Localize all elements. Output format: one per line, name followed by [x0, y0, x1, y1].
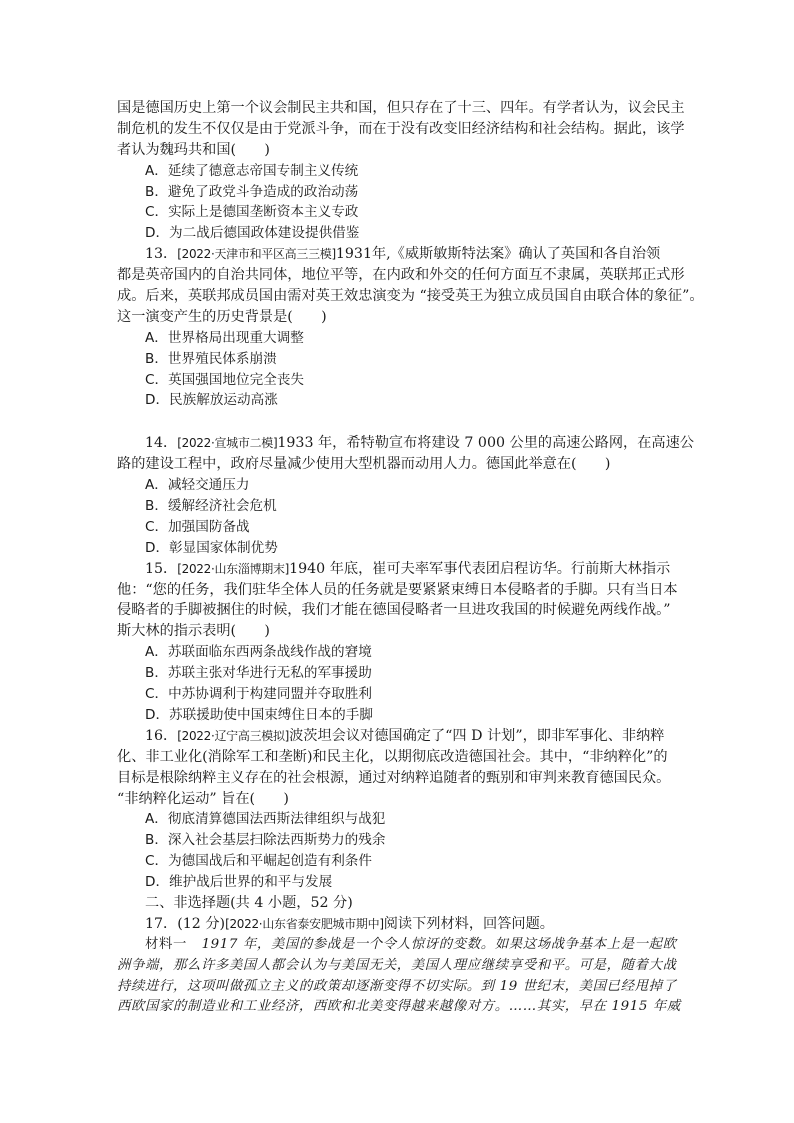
- question-12-option-a: A．延续了德意志帝国专制主义传统: [145, 162, 359, 179]
- question-16-line-3: 目标是根除纳粹主义存在的社会根源，通过对纳粹追随者的甄别和审判来教育德国民众。: [117, 769, 671, 786]
- question-15-line-1: [117, 559, 677, 580]
- question-14-option-d: D．彰显国家体制优势: [145, 539, 278, 556]
- question-16-option-c: C．为德国战后和平崛起创造有利条件: [145, 853, 372, 870]
- question-13-line-4: 这一演变产生的历史背景是( ): [117, 308, 327, 325]
- question-14-line-2: 路的建设工程中，政府尽量减少使用大型机器而动用人力。德国此举意在( ): [117, 456, 611, 473]
- section-heading: 二、非选择题(共 4 小题，52 分): [145, 894, 353, 911]
- question-15-line-1-text: 1940 年底，崔可夫率军事代表团启程访华。行前斯大林指示: [289, 560, 671, 577]
- question-14-option-a: A．减轻交通压力: [145, 477, 250, 494]
- question-15-line-4: 斯大林的指示表明( ): [117, 623, 270, 640]
- question-16-number: 16．: [145, 727, 178, 744]
- question-16-line-2: 化、非工业化(消除军工和垄断)和民主化，以期彻底改造德国社会。其中，“非纳粹化”的: [117, 748, 668, 765]
- question-14-line-1: [117, 433, 694, 454]
- material-1-line-1: [117, 935, 677, 956]
- question-16-line-4: “非纳粹化运动” 旨在( ): [117, 790, 289, 807]
- question-12-option-d: D．为二战后德国政体建设提供借鉴: [145, 225, 360, 242]
- material-1-line-3: 持续进行，这项叫做孤立主义的政策却逐渐变得不切实际。到 19 世纪末，美国已经甩掉了: [117, 978, 677, 994]
- question-14-option-c: C．加强国防备战: [145, 518, 250, 535]
- material-1-line-2: 洲争端，那么许多美国人都会认为与美国无关，美国人理应继续享受和平。可是，随着大战: [117, 957, 677, 973]
- question-13-option-c: C．英国强国地位完全丧失: [145, 371, 305, 388]
- question-13-line-1-text: 1931年,《威斯敏斯特法案》确认了英国和各自治领: [335, 246, 661, 263]
- question-13-option-a: A．世界格局出现重大调整: [145, 329, 304, 346]
- question-16: [117, 726, 677, 893]
- question-17: [117, 914, 681, 1018]
- question-13-option-d: D．民族解放运动高涨: [145, 392, 278, 409]
- question-12-line-3: 者认为魏玛共和国( ): [117, 141, 270, 158]
- question-14-option-b: B．缓解经济社会危机: [145, 498, 277, 515]
- question-16-option-b: B．深入社会基层扫除法西斯势力的残余: [145, 832, 386, 849]
- question-15-line-3: 侵略者的手脚被捆住的时候，我们才能在德国侵略者一旦进攻我国的时候避免两线作战。”: [117, 602, 671, 619]
- question-15-number: 15．: [145, 560, 178, 577]
- material-1-label: 材料一: [145, 936, 187, 952]
- question-12: [117, 98, 685, 244]
- question-15-option-b: B．苏联主张对华进行无私的军事援助: [145, 665, 372, 682]
- question-16-option-d: D．维护战后世界的和平与发展: [145, 874, 333, 891]
- question-13-source: [2022·天津市和平区高三三模]: [177, 247, 336, 262]
- question-12-line-1: 国是德国历史上第一个议会制民主共和国，但只存在了十三、四年。有学者认为，议会民主: [117, 100, 685, 116]
- question-13-line-2: 都是英帝国内的自治共同体，地位平等，在内政和外交的任何方面互不隶属，英联邦正式形: [117, 267, 685, 284]
- question-13-line-1: [117, 244, 677, 265]
- spacer: [117, 411, 677, 433]
- material-1-line-1-text: 1917 年，美国的参战是一个令人惊讶的变数。如果这场战争基本上是一起欧: [201, 936, 677, 952]
- question-15: [117, 559, 677, 726]
- document-page: [117, 98, 704, 1018]
- question-17-score: (12 分): [177, 915, 226, 932]
- material-1-line-4: 西欧国家的制造业和工业经济，西欧和北美变得越来越像对方。……其实，早在 1915 年威: [117, 999, 681, 1015]
- question-16-source: [2022·辽宁高三模拟]: [177, 728, 290, 743]
- question-14-line-1-text: 1933 年，希特勒宣布将建设 7 000 公里的高速公路网，在高速公: [277, 435, 694, 452]
- question-13-option-b: B．世界殖民体系崩溃: [145, 350, 277, 367]
- question-13-number: 13．: [145, 246, 178, 263]
- question-12-line-2: 制危机的发生不仅仅是由于党派斗争，而在于没有改变旧经济结构和社会结构。据此，该学: [117, 120, 685, 137]
- question-14-number: 14．: [145, 435, 178, 452]
- question-13: [117, 244, 704, 411]
- question-15-option-d: D．苏联援助使中国束缚住日本的手脚: [145, 706, 373, 723]
- question-15-option-a: A．苏联面临东西两条战线作战的窘境: [145, 644, 372, 661]
- question-13-line-3: 成。后来，英联邦成员国由需对英王效忠演变为 “接受英王为独立成员国自由联合体的象征”。: [117, 288, 704, 305]
- question-15-line-2: 他：“您的任务，我们驻华全体人员的任务就是要紧紧束缚日本侵略者的手脚。只有当日本: [117, 581, 678, 598]
- question-12-option-c: C．实际上是德国垄断资本主义专政: [145, 204, 359, 221]
- question-14: [117, 433, 694, 558]
- question-12-option-b: B．避免了政党斗争造成的政治动荡: [145, 183, 359, 200]
- question-16-line-1-text: 波茨坦会议对德国确定了“四 D 计划”，即非军事化、非纳粹: [289, 727, 665, 744]
- question-17-line-1: [117, 914, 677, 935]
- question-14-source: [2022·宣城市二模]: [177, 436, 278, 451]
- question-15-source: [2022·山东淄博期末]: [177, 561, 290, 576]
- question-17-source: [2022·山东省泰安肥城市期中]: [225, 916, 384, 931]
- question-15-option-c: C．中苏协调利于构建同盟并夺取胜利: [145, 686, 372, 703]
- question-17-instruction: 阅读下列材料，回答问题。: [383, 915, 554, 932]
- question-16-line-1: [117, 726, 677, 747]
- question-17-number: 17．: [145, 915, 178, 932]
- question-16-option-a: A．彻底清算德国法西斯法律组织与战犯: [145, 811, 386, 828]
